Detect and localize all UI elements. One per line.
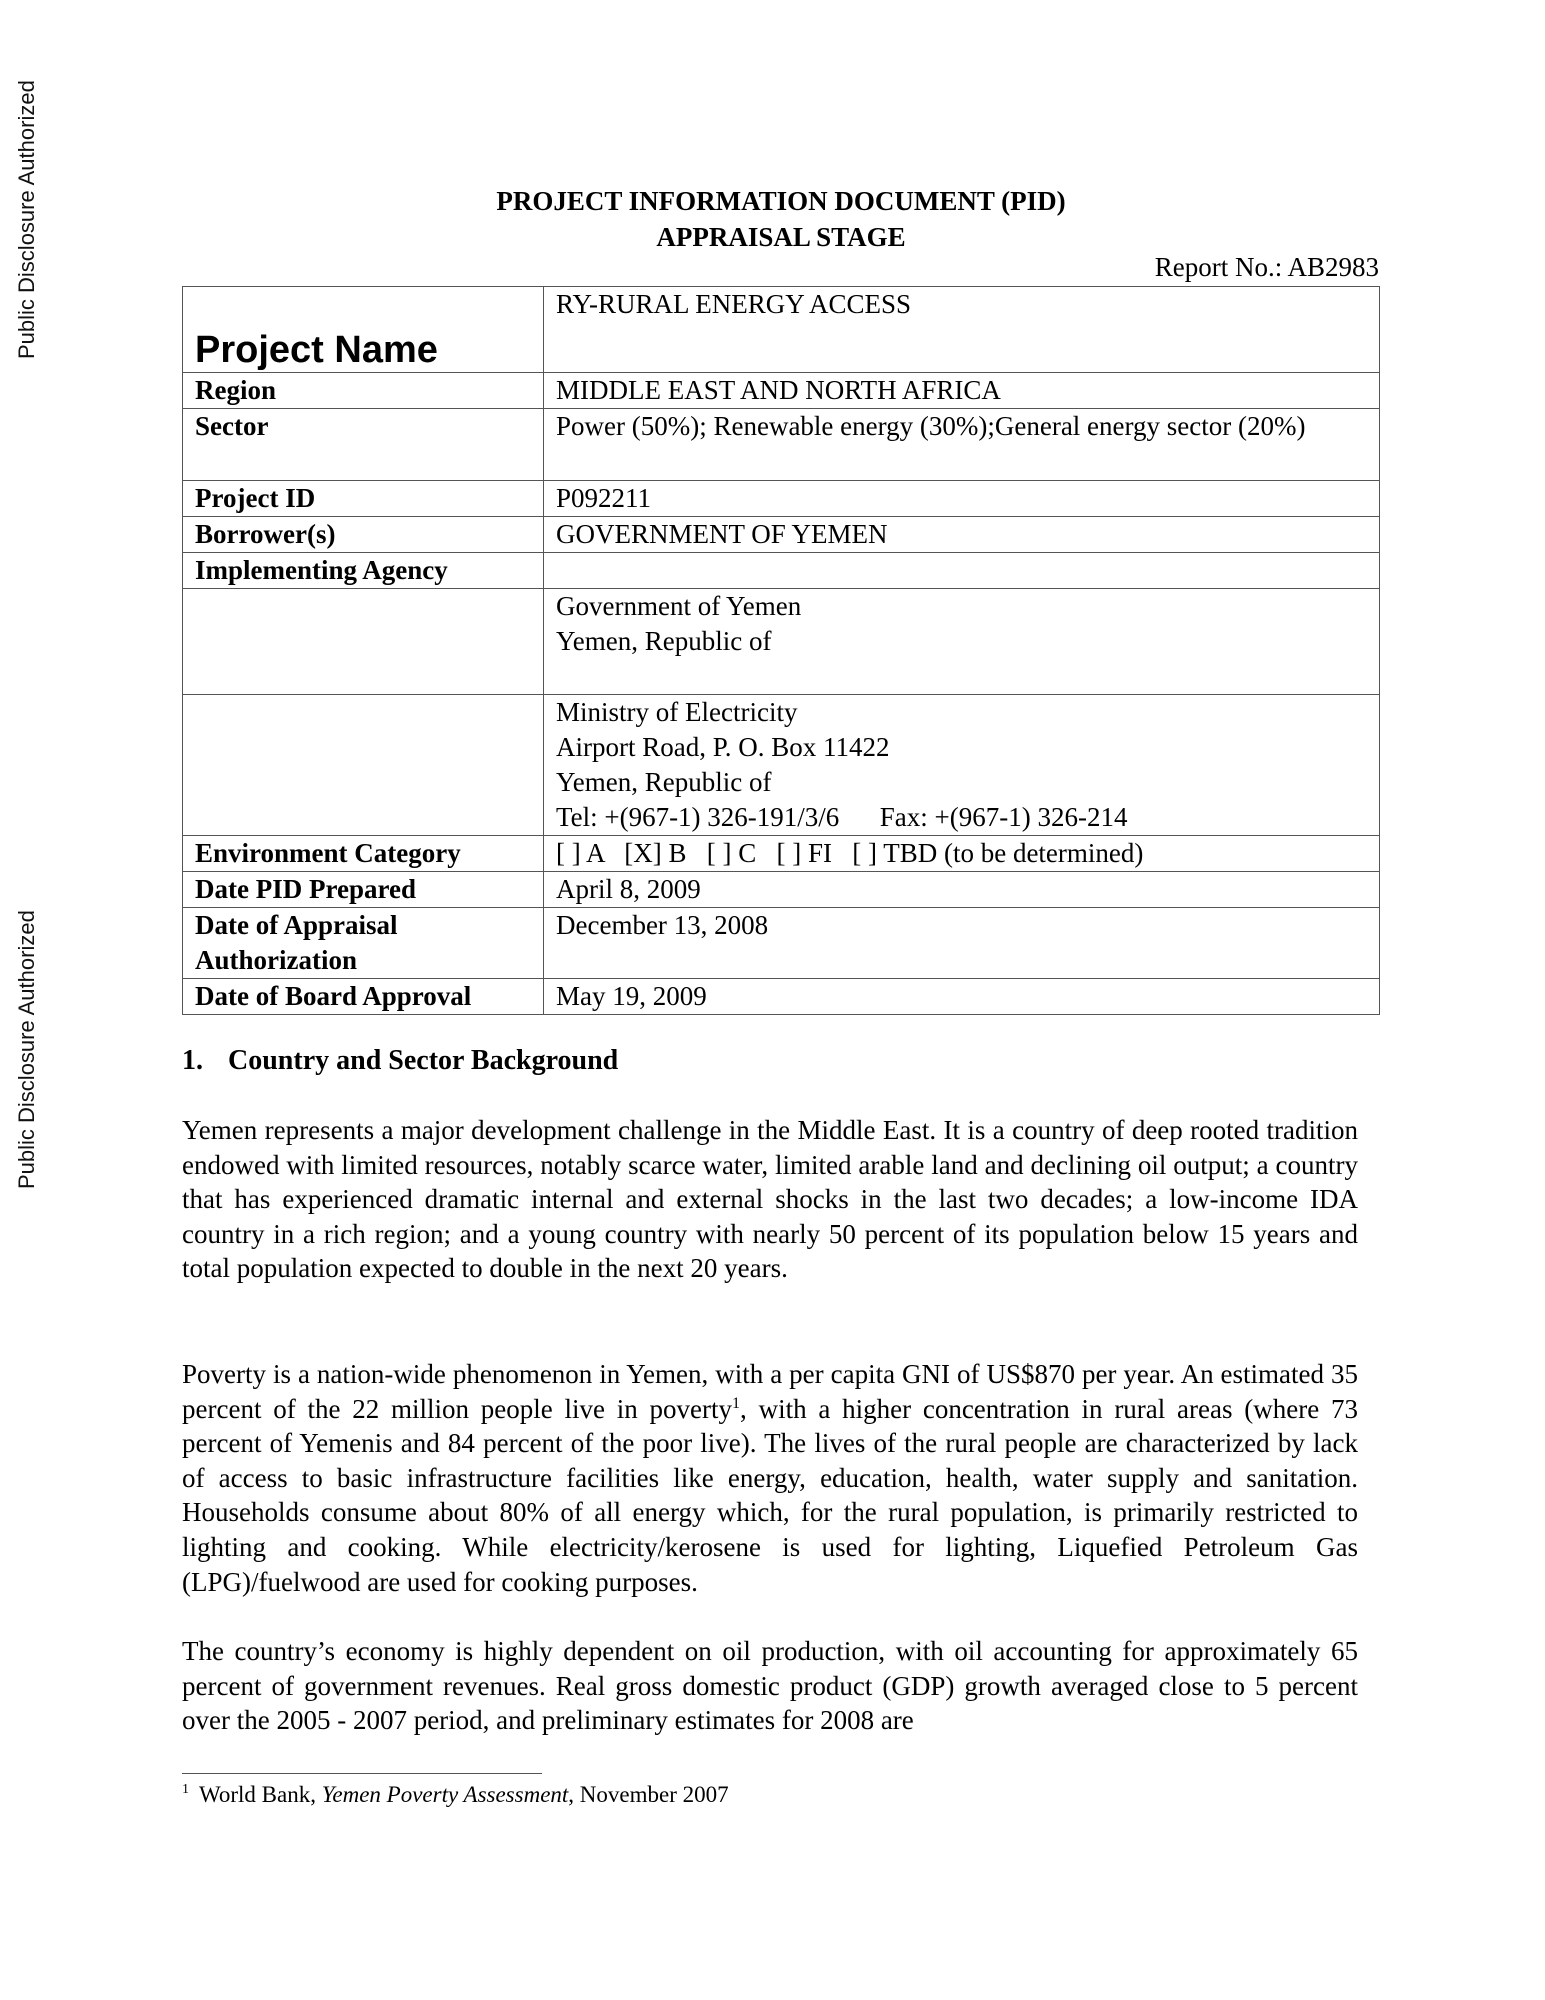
value-implementing-agency (544, 553, 1380, 589)
label-empty (183, 695, 544, 836)
report-number: Report No.: AB2983 (1154, 252, 1379, 282)
value-borrower: GOVERNMENT OF YEMEN (544, 517, 1380, 553)
paragraph-poverty (182, 1357, 1358, 1599)
value-project-id: P092211 (544, 481, 1380, 517)
value-sector: Power (50%); Renewable energy (30%);General energy sector (20%) (544, 409, 1380, 481)
table-row-date-board-approval (183, 979, 1380, 1015)
table-row-region (183, 373, 1380, 409)
label-date-board-approval: Date of Board Approval (183, 979, 544, 1015)
footnote (182, 1782, 729, 1808)
label-sector: Sector (183, 409, 544, 481)
label-environment-category: Environment Category (183, 836, 544, 872)
section-number: 1. (182, 1045, 203, 1076)
label-project-name: Project Name (183, 287, 544, 373)
value-date-board-approval: May 19, 2009 (544, 979, 1380, 1015)
footnote-suffix: , November 2007 (568, 1782, 729, 1807)
agency-contact-line: Tel: +(967-1) 326-191/3/6 Fax: +(967-1) 326-214 (556, 802, 1128, 832)
paragraph-country-background: Yemen represents a major development challenge in the Middle East. It is a country of deep rooted tradition endowed with limited resources, notably scarce water, limited arable land and declining oil output; a country that has experienced dramatic internal and external shocks in the last two decades; a low-income IDA country in a rich region; and a young country with nearly 50 percent of its population below 15 years and total population expected to double in the next 20 years. (182, 1115, 1358, 1284)
table-row-date-appraisal-authorization (183, 908, 1380, 979)
paragraph-text: Poverty is a nation-wide phenomenon in Yemen, with a per capita GNI of US$870 per year. An estimated 35 percent of the 22 million people live in poverty (182, 1359, 1358, 1424)
footnote-prefix: World Bank, (199, 1782, 322, 1807)
value-date-appraisal-authorization: December 13, 2008 (544, 908, 1380, 979)
table-row-date-pid-prepared (183, 872, 1380, 908)
value-agency-government (544, 589, 1380, 695)
table-row-environment-category (183, 836, 1380, 872)
agency-line: Airport Road, P. O. Box 11422 (556, 732, 890, 762)
value-region: MIDDLE EAST AND NORTH AFRICA (544, 373, 1380, 409)
label-date-appraisal-authorization: Date of Appraisal Authorization (183, 908, 544, 979)
footnote-marker: 1 (182, 1782, 189, 1798)
value-project-name: RY-RURAL ENERGY ACCESS (544, 287, 1380, 373)
table-row-borrower (183, 517, 1380, 553)
table-row-agency-government (183, 589, 1380, 695)
agency-line: Ministry of Electricity (556, 697, 798, 727)
label-project-id: Project ID (183, 481, 544, 517)
document-title-block (182, 183, 1380, 255)
agency-line: Government of Yemen (556, 591, 802, 621)
footnote-title: Yemen Poverty Assessment (321, 1782, 569, 1807)
paragraph-economy: The country’s economy is highly dependent on oil production, with oil accounting for approximately 65 percent of government revenues. Real gross domestic product (GDP) growth averaged close to 5 percent over the 2005 - 2007 period, and preliminary estimates for 2008 are (182, 1636, 1358, 1736)
table-row-implementing-agency (183, 553, 1380, 589)
label-empty (183, 589, 544, 695)
table-row-sector (183, 409, 1380, 481)
public-disclosure-stamp-bottom: Public Disclosure Authorized (14, 910, 39, 1190)
value-environment-category: [ ] A [X] B [ ] C [ ] FI [ ] TBD (to be determined) (544, 836, 1380, 872)
footnote-divider (182, 1773, 542, 1774)
value-agency-ministry (544, 695, 1380, 836)
section-heading (182, 1045, 618, 1077)
document-title: PROJECT INFORMATION DOCUMENT (PID) (496, 186, 1066, 216)
label-borrower: Borrower(s) (183, 517, 544, 553)
label-region: Region (183, 373, 544, 409)
paragraph-text: , with a higher concentration in rural areas (where 73 percent of Yemenis and 84 percent of the poor live). The lives of the rural people are characterized by lack of access to basic infrastructure facilities like energy, education, health, water supply and sanitation. Households consume about 80% of all energy which, for the rural population, is primarily restricted to lighting and cooking. While electricity/kerosene is used for lighting, Liquefied Petroleum Gas (LPG)/fuelwood are used for cooking purposes. (182, 1393, 1358, 1597)
table-row-project-name (183, 287, 1380, 373)
table-row-agency-ministry (183, 695, 1380, 836)
table-row-project-id (183, 481, 1380, 517)
agency-line: Yemen, Republic of (556, 767, 772, 797)
footnote-reference[interactable]: 1 (732, 1394, 741, 1412)
project-info-table (182, 286, 1380, 1015)
label-implementing-agency: Implementing Agency (183, 553, 544, 589)
public-disclosure-stamp-top: Public Disclosure Authorized (14, 80, 39, 360)
value-date-pid-prepared: April 8, 2009 (544, 872, 1380, 908)
document-subtitle: APPRAISAL STAGE (656, 222, 906, 252)
label-date-pid-prepared: Date PID Prepared (183, 872, 544, 908)
section-title: Country and Sector Background (228, 1045, 619, 1076)
agency-line: Yemen, Republic of (556, 626, 772, 656)
